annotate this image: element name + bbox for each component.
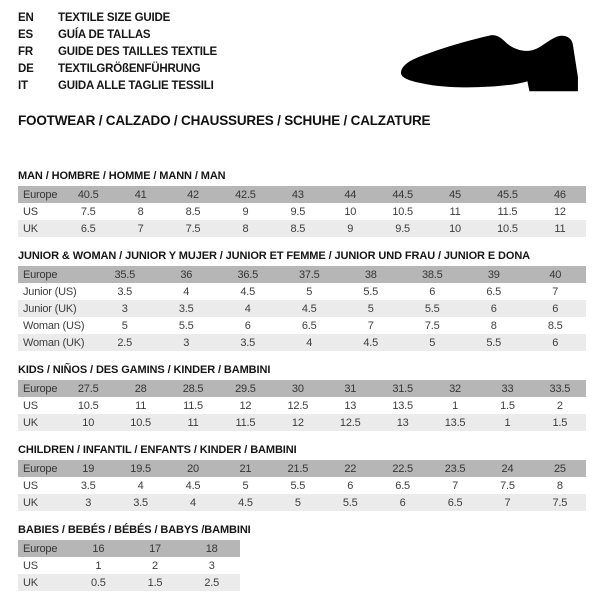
table-row <box>18 477 586 494</box>
size-cell: 4 <box>183 285 190 298</box>
table-row <box>18 557 240 574</box>
size-cell: 1 <box>95 559 102 572</box>
size-cell: 4.5 <box>238 496 253 509</box>
size-cell: 1.5 <box>500 399 515 412</box>
size-table-section <box>18 250 586 351</box>
size-table <box>18 266 586 351</box>
size-cell: 10 <box>82 416 95 429</box>
size-table-section <box>18 364 586 431</box>
size-cell: 28.5 <box>182 382 204 395</box>
size-cell: 10.5 <box>392 205 413 218</box>
size-cell: 40.5 <box>77 188 99 201</box>
size-table <box>18 380 586 431</box>
size-cell: 3.5 <box>117 285 133 298</box>
size-cell: 9 <box>347 222 354 235</box>
size-cell: 10.5 <box>130 416 151 429</box>
row-label: Europe <box>23 542 58 555</box>
size-cell: 28 <box>134 382 147 395</box>
row-label: US <box>23 559 38 572</box>
size-cell: 24 <box>501 462 514 475</box>
size-cell: 32 <box>449 382 461 395</box>
size-cell: 7.5 <box>80 205 96 218</box>
size-cell: 36 <box>180 268 193 281</box>
row-label: US <box>23 399 38 412</box>
size-cell: 4.5 <box>363 336 379 349</box>
size-cell: 3.5 <box>133 496 148 509</box>
language-code: EN <box>18 12 34 24</box>
table-header-row <box>18 266 586 283</box>
size-table <box>18 540 240 591</box>
size-cell: 5 <box>367 302 374 315</box>
size-cell: 8.5 <box>185 205 201 218</box>
size-cell: 7.5 <box>552 496 568 509</box>
size-cell: 7 <box>137 222 144 235</box>
language-row-en <box>18 10 586 27</box>
size-cell: 10 <box>449 222 461 235</box>
table-header-row <box>18 540 240 557</box>
size-cell: 42.5 <box>235 188 256 201</box>
table-title: CHILDREN / INFANTIL / ENFANTS / KINDER / BAMBINI <box>18 444 297 456</box>
table-header-row <box>18 380 586 397</box>
size-cell: 21 <box>239 462 252 475</box>
table-header-row <box>18 460 586 477</box>
size-cell: 11.5 <box>497 205 518 218</box>
size-cell: 6.5 <box>301 319 317 332</box>
row-label: Woman (US) <box>23 319 85 332</box>
size-cell: 7 <box>504 496 511 509</box>
row-label: US <box>23 205 38 218</box>
size-cell: 6.5 <box>80 222 96 235</box>
size-cell: 12 <box>239 399 252 412</box>
size-cell: 38.5 <box>421 268 443 281</box>
size-cell: 16 <box>92 542 105 555</box>
table-row <box>18 283 586 300</box>
size-cell: 29.5 <box>235 382 256 395</box>
guide-title-es: GUÍA DE TALLAS <box>58 29 151 41</box>
size-cell: 10.5 <box>497 222 518 235</box>
size-cell: 31 <box>344 382 357 395</box>
size-cell: 1.5 <box>552 416 568 429</box>
table-header-row <box>18 186 586 203</box>
table-row <box>18 300 586 317</box>
table-row <box>18 397 586 414</box>
guide-title-it: GUIDA ALLE TAGLIE TESSILI <box>58 80 214 92</box>
table-title: JUNIOR & WOMAN / JUNIOR Y MUJER / JUNIOR ET FEMME / JUNIOR UND FRAU / JUNIOR E DONA <box>18 250 531 262</box>
size-cell: 3.5 <box>240 336 256 349</box>
table-row <box>18 334 586 351</box>
size-cell: 37.5 <box>298 268 320 281</box>
size-cell: 5.5 <box>342 496 358 509</box>
size-tables <box>18 170 586 591</box>
size-cell: 13.5 <box>392 399 413 412</box>
row-label: Woman (UK) <box>23 336 85 349</box>
size-cell: 6 <box>552 336 559 349</box>
table-title: MAN / HOMBRE / HOMME / MANN / MAN <box>18 170 226 182</box>
size-cell: 11 <box>135 399 147 412</box>
size-cell: 4 <box>190 496 196 509</box>
size-cell: 5.5 <box>424 302 440 315</box>
size-cell: 8.5 <box>547 319 563 332</box>
table-row <box>18 220 586 237</box>
size-cell: 3.5 <box>80 479 96 492</box>
dress-shoe-icon <box>400 31 584 95</box>
size-cell: 19.5 <box>130 462 151 475</box>
size-cell: 5 <box>306 285 313 298</box>
size-cell: 3.5 <box>178 302 194 315</box>
size-cell: 11 <box>449 205 461 218</box>
row-label: Junior (US) <box>23 285 77 298</box>
size-cell: 20 <box>187 462 199 475</box>
size-cell: 3 <box>85 496 92 509</box>
row-label: UK <box>23 416 38 429</box>
size-cell: 4.5 <box>301 302 317 315</box>
size-table-section <box>18 444 586 511</box>
size-cell: 5 <box>121 319 128 332</box>
category-heading: FOOTWEAR / CALZADO / CHAUSSURES / SCHUHE / CALZATURE <box>18 113 431 128</box>
row-label: Europe <box>23 268 58 281</box>
size-cell: 8.5 <box>290 222 306 235</box>
table-row <box>18 494 586 511</box>
size-cell: 11.5 <box>235 416 256 429</box>
size-cell: 3 <box>208 559 215 572</box>
size-cell: 2.5 <box>117 336 133 349</box>
size-cell: 41 <box>134 188 147 201</box>
size-cell: 45.5 <box>497 188 518 201</box>
language-code: DE <box>18 63 34 75</box>
size-table-section <box>18 524 586 591</box>
size-cell: 13 <box>396 416 409 429</box>
size-cell: 39 <box>487 268 500 281</box>
size-cell: 38 <box>364 268 377 281</box>
size-cell: 5.5 <box>178 319 194 332</box>
size-cell: 5.5 <box>290 479 306 492</box>
language-code: IT <box>18 80 28 92</box>
size-table-section <box>18 170 586 237</box>
size-cell: 10 <box>344 205 357 218</box>
row-label: UK <box>23 222 38 235</box>
size-cell: 19 <box>82 462 95 475</box>
size-cell: 31.5 <box>392 382 413 395</box>
size-cell: 10.5 <box>77 399 99 412</box>
size-cell: 33 <box>501 382 514 395</box>
guide-title-en: TEXTILE SIZE GUIDE <box>58 12 171 24</box>
size-cell: 2.5 <box>204 576 220 589</box>
size-cell: 7 <box>367 319 374 332</box>
row-label: US <box>23 479 38 492</box>
size-cell: 13.5 <box>444 416 466 429</box>
size-cell: 7.5 <box>424 319 440 332</box>
size-cell: 11 <box>554 222 566 235</box>
row-label: UK <box>23 496 38 509</box>
guide-title-de: TEXTILGRÖßENFÜHRUNG <box>58 63 201 75</box>
size-cell: 12.5 <box>287 399 309 412</box>
size-cell: 6 <box>552 302 559 315</box>
size-cell: 4 <box>137 479 144 492</box>
table-title: BABIES / BEBÉS / BÉBÉS / BABYS /BAMBINI <box>18 524 251 536</box>
table-row <box>18 203 586 220</box>
size-cell: 22.5 <box>392 462 413 475</box>
size-cell: 8 <box>556 479 563 492</box>
size-cell: 9.5 <box>290 205 306 218</box>
size-cell: 3 <box>183 336 190 349</box>
size-cell: 7 <box>452 479 458 492</box>
row-label: Europe <box>23 462 58 475</box>
size-cell: 6.5 <box>486 285 502 298</box>
size-cell: 9 <box>242 205 249 218</box>
size-cell: 5 <box>429 336 436 349</box>
size-cell: 12 <box>291 416 304 429</box>
size-cell: 6.5 <box>447 496 463 509</box>
language-code: ES <box>18 29 33 41</box>
size-cell: 5.5 <box>486 336 502 349</box>
row-label: Junior (UK) <box>23 302 77 315</box>
size-cell: 4.5 <box>185 479 201 492</box>
size-cell: 22 <box>344 462 357 475</box>
size-cell: 1.5 <box>147 576 163 589</box>
table-row <box>18 414 586 431</box>
size-cell: 3 <box>121 302 128 315</box>
size-cell: 11.5 <box>183 399 203 412</box>
size-cell: 25 <box>553 462 566 475</box>
size-cell: 5 <box>242 479 249 492</box>
size-cell: 12.5 <box>339 416 361 429</box>
size-cell: 7.5 <box>500 479 515 492</box>
table-row <box>18 317 586 334</box>
size-cell: 11 <box>187 416 199 429</box>
table-title: KIDS / NIÑOS / DES GAMINS / KINDER / BAMBINI <box>18 364 271 376</box>
row-label: Europe <box>23 188 58 201</box>
size-table <box>18 186 586 237</box>
size-cell: 6 <box>490 302 497 315</box>
size-table <box>18 460 586 511</box>
size-cell: 13 <box>344 399 357 412</box>
size-cell: 17 <box>149 542 161 555</box>
language-code: FR <box>18 46 33 58</box>
size-cell: 44.5 <box>392 188 413 201</box>
size-cell: 44 <box>344 188 357 201</box>
size-cell: 8 <box>242 222 249 235</box>
size-cell: 8 <box>490 319 497 332</box>
size-cell: 21.5 <box>287 462 309 475</box>
size-cell: 6.5 <box>395 479 410 492</box>
size-cell: 45 <box>449 188 461 201</box>
size-cell: 6 <box>347 479 354 492</box>
size-cell: 0.5 <box>90 576 106 589</box>
size-cell: 5 <box>294 496 301 509</box>
size-cell: 43 <box>291 188 304 201</box>
size-cell: 30 <box>291 382 304 395</box>
size-cell: 7 <box>552 285 559 298</box>
size-cell: 42 <box>187 188 199 201</box>
size-cell: 46 <box>553 188 566 201</box>
size-cell: 33.5 <box>549 382 571 395</box>
size-cell: 23.5 <box>444 462 466 475</box>
size-cell: 1 <box>504 416 511 429</box>
row-label: Europe <box>23 382 58 395</box>
size-cell: 2 <box>152 559 158 572</box>
size-cell: 4 <box>244 302 251 315</box>
size-cell: 6 <box>399 496 406 509</box>
size-cell: 35.5 <box>114 268 136 281</box>
size-cell: 27.5 <box>77 382 99 395</box>
size-cell: 4 <box>306 336 313 349</box>
size-cell: 12 <box>553 205 566 218</box>
size-cell: 4.5 <box>240 285 256 298</box>
size-cell: 6 <box>244 319 251 332</box>
size-cell: 18 <box>205 542 218 555</box>
size-cell: 8 <box>137 205 144 218</box>
size-cell: 36.5 <box>237 268 259 281</box>
size-cell: 1 <box>452 399 458 412</box>
table-row <box>18 574 240 591</box>
guide-title-fr: GUIDE DES TAILLES TEXTILE <box>58 46 217 58</box>
size-cell: 9.5 <box>395 222 410 235</box>
size-cell: 40 <box>549 268 562 281</box>
size-cell: 7.5 <box>185 222 201 235</box>
size-cell: 5.5 <box>363 285 379 298</box>
size-cell: 6 <box>429 285 436 298</box>
size-cell: 2 <box>556 399 563 412</box>
row-label: UK <box>23 576 38 589</box>
